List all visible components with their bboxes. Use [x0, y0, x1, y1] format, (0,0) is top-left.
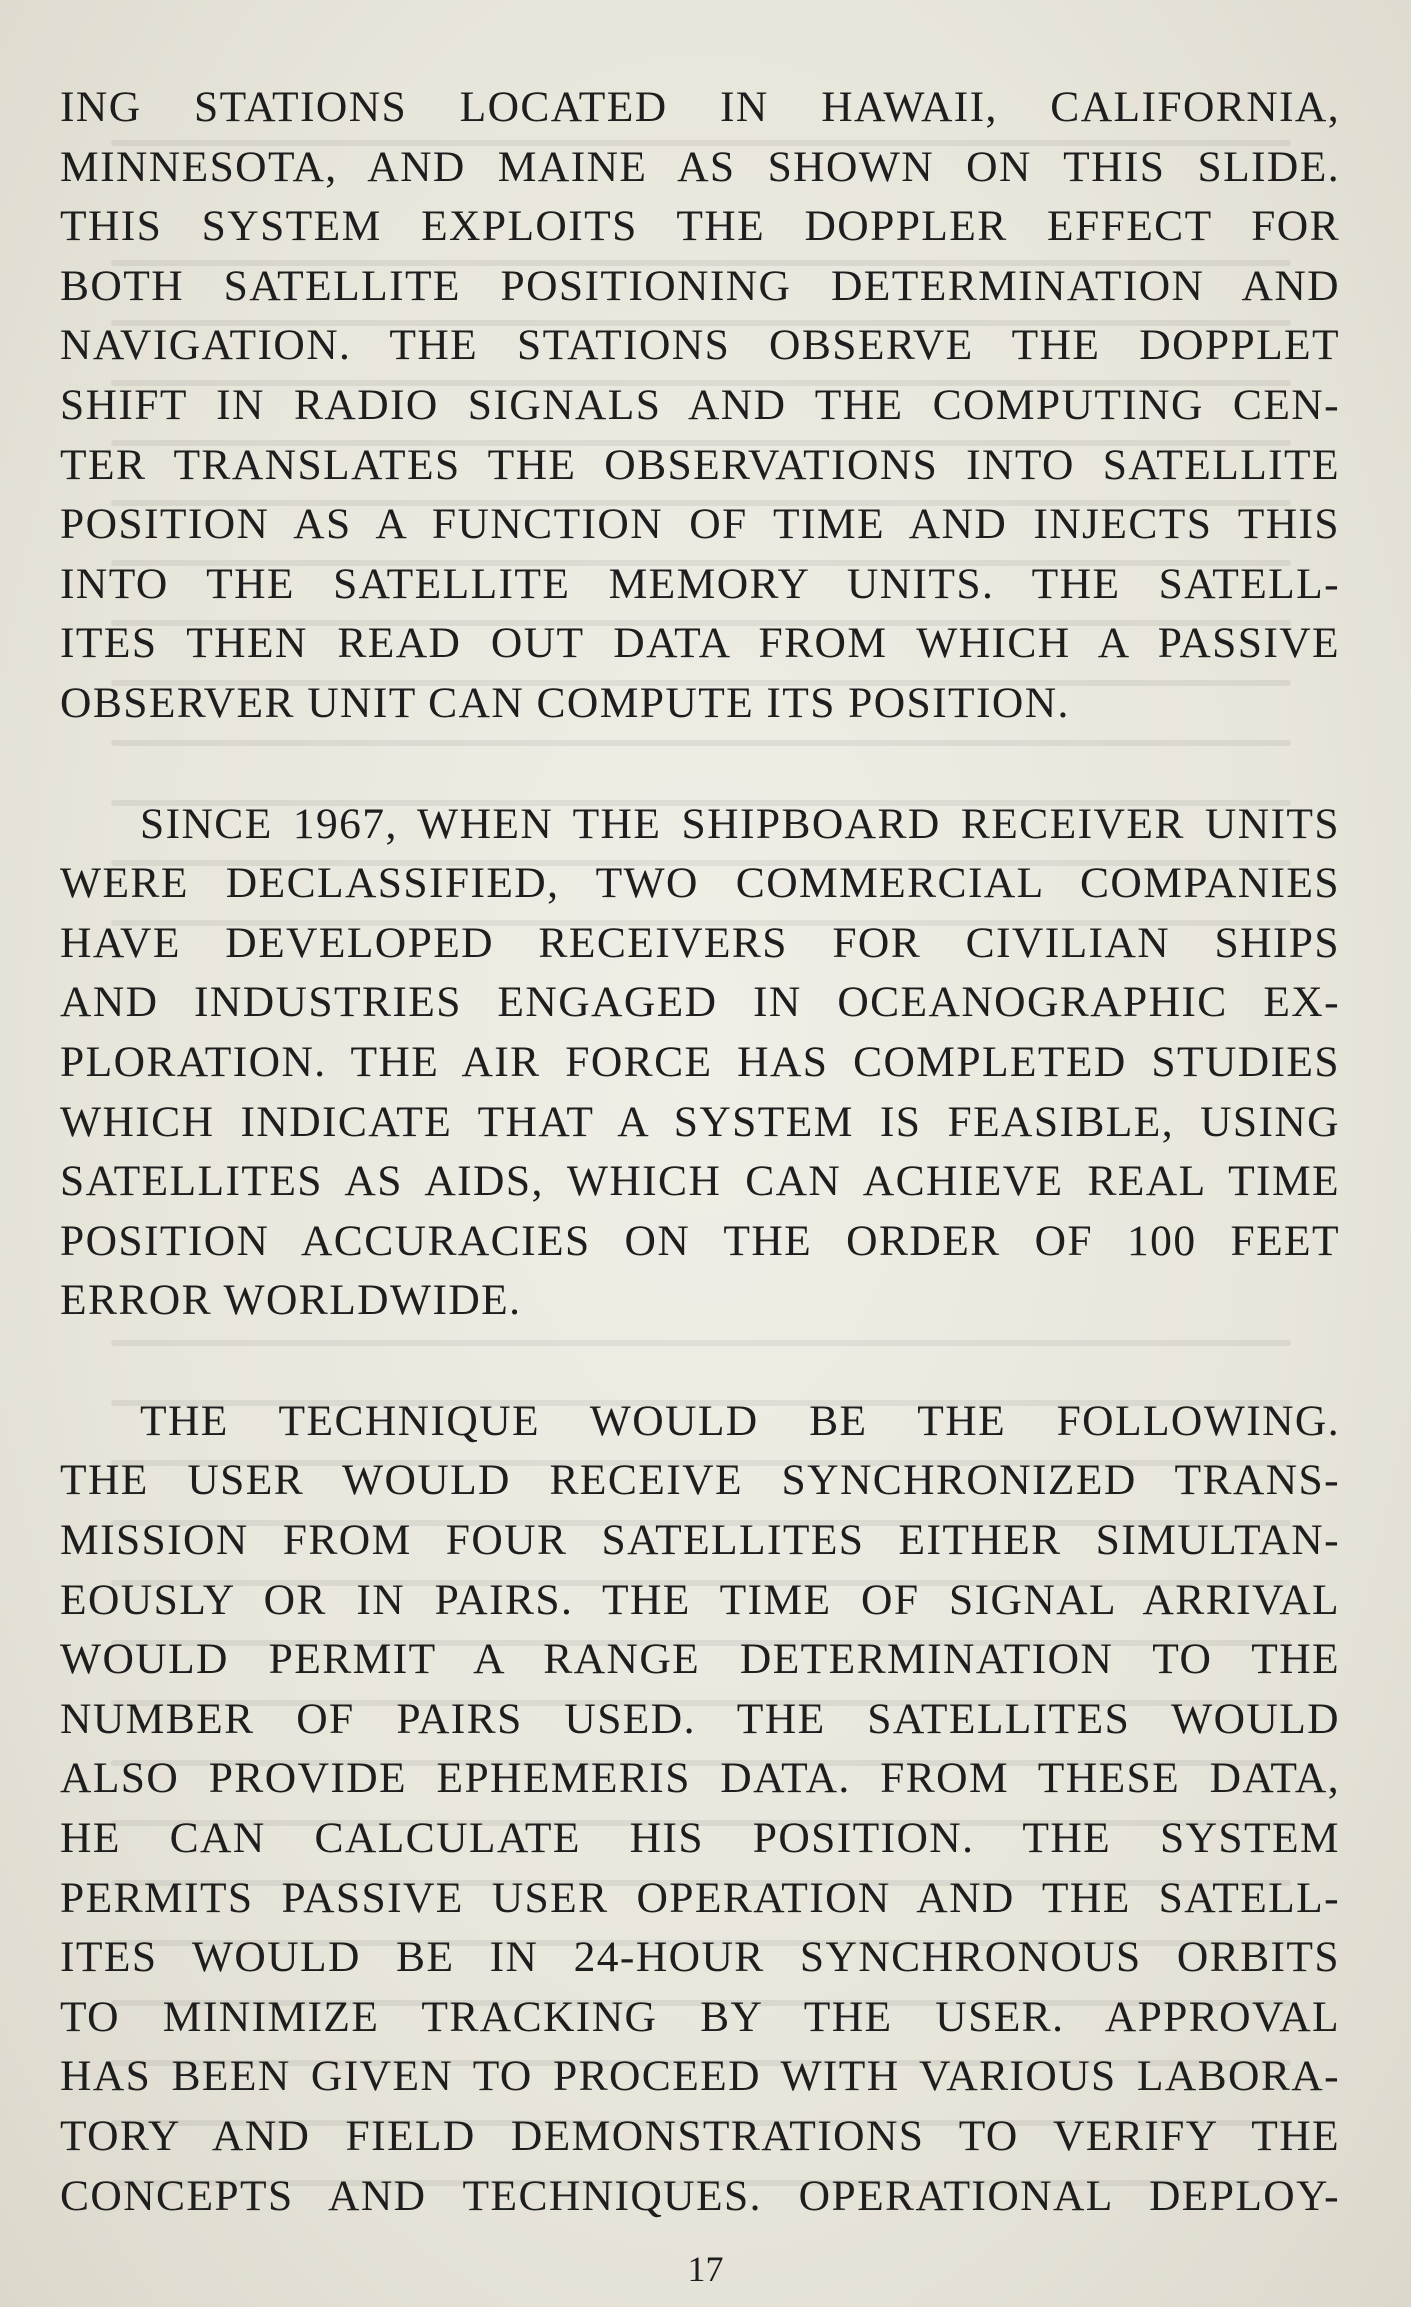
text-line: EOUSLY OR IN PAIRS. THE TIME OF SIGNAL ARRIVAL	[60, 1575, 1340, 1624]
text-line: PLORATION. THE AIR FORCE HAS COMPLETED STUDIES	[60, 1037, 1340, 1086]
text-line: NUMBER OF PAIRS USED. THE SATELLITES WOULD	[60, 1694, 1340, 1743]
text-line: HAS BEEN GIVEN TO PROCEED WITH VARIOUS LABORA-	[60, 2052, 1340, 2101]
text-line: THE TECHNIQUE WOULD BE THE FOLLOWING.	[140, 1396, 1340, 1445]
text-line: WOULD PERMIT A RANGE DETERMINATION TO THE	[60, 1635, 1340, 1684]
text-line: CONCEPTS AND TECHNIQUES. OPERATIONAL DEPLOY-	[60, 2171, 1340, 2220]
text-line: ALSO PROVIDE EPHEMERIS DATA. FROM THESE DATA,	[60, 1754, 1340, 1803]
text-line: ERROR WORLDWIDE.	[60, 1276, 522, 1325]
text-line: OBSERVER UNIT CAN COMPUTE ITS POSITION.	[60, 678, 1070, 727]
text-line: AND INDUSTRIES ENGAGED IN OCEANOGRAPHIC EX-	[60, 978, 1340, 1027]
text-line: TER TRANSLATES THE OBSERVATIONS INTO SATELLITE	[60, 440, 1340, 489]
text-line: ITES THEN READ OUT DATA FROM WHICH A PASSIVE	[60, 619, 1340, 668]
text-line: MISSION FROM FOUR SATELLITES EITHER SIMULTAN-	[60, 1516, 1340, 1565]
text-line: MINNESOTA, AND MAINE AS SHOWN ON THIS SLIDE.	[60, 142, 1340, 191]
text-line: TORY AND FIELD DEMONSTRATIONS TO VERIFY THE	[60, 2112, 1340, 2160]
text-line: SATELLITES AS AIDS, WHICH CAN ACHIEVE REAL TIME	[60, 1157, 1340, 1206]
text-line: SHIFT IN RADIO SIGNALS AND THE COMPUTING CEN-	[60, 380, 1340, 429]
text-line: ING STATIONS LOCATED IN HAWAII, CALIFORNIA,	[60, 83, 1340, 131]
page-number: 17	[687, 2249, 724, 2289]
text-line: WERE DECLASSIFIED, TWO COMMERCIAL COMPANIES	[60, 859, 1340, 908]
text-line: WHICH INDICATE THAT A SYSTEM IS FEASIBLE, USING	[60, 1097, 1340, 1146]
text-line: HE CAN CALCULATE HIS POSITION. THE SYSTEM	[60, 1814, 1340, 1863]
text-line: PERMITS PASSIVE USER OPERATION AND THE SATELL-	[60, 1873, 1340, 1922]
text-line: THIS SYSTEM EXPLOITS THE DOPPLER EFFECT FOR	[60, 202, 1340, 251]
text-line: THE USER WOULD RECEIVE SYNCHRONIZED TRANS-	[60, 1456, 1340, 1505]
text-line: HAVE DEVELOPED RECEIVERS FOR CIVILIAN SHIPS	[60, 918, 1340, 967]
body-text	[60, 78, 1340, 2226]
text-line: POSITION AS A FUNCTION OF TIME AND INJECTS THIS	[60, 500, 1340, 549]
paragraph-2	[60, 795, 1340, 1331]
paragraph-1	[60, 78, 1340, 734]
text-line: SINCE 1967, WHEN THE SHIPBOARD RECEIVER UNITS	[140, 799, 1340, 848]
text-line: TO MINIMIZE TRACKING BY THE USER. APPROVAL	[60, 1992, 1340, 2041]
text-line: POSITION ACCURACIES ON THE ORDER OF 100 FEET	[60, 1216, 1340, 1265]
paragraph-3	[60, 1392, 1340, 2226]
text-line: ITES WOULD BE IN 24-HOUR SYNCHRONOUS ORBITS	[60, 1933, 1340, 1982]
text-line: BOTH SATELLITE POSITIONING DETERMINATION AND	[60, 261, 1340, 310]
text-line: NAVIGATION. THE STATIONS OBSERVE THE DOPPLET	[60, 321, 1340, 370]
text-line: INTO THE SATELLITE MEMORY UNITS. THE SATELL-	[60, 559, 1340, 608]
